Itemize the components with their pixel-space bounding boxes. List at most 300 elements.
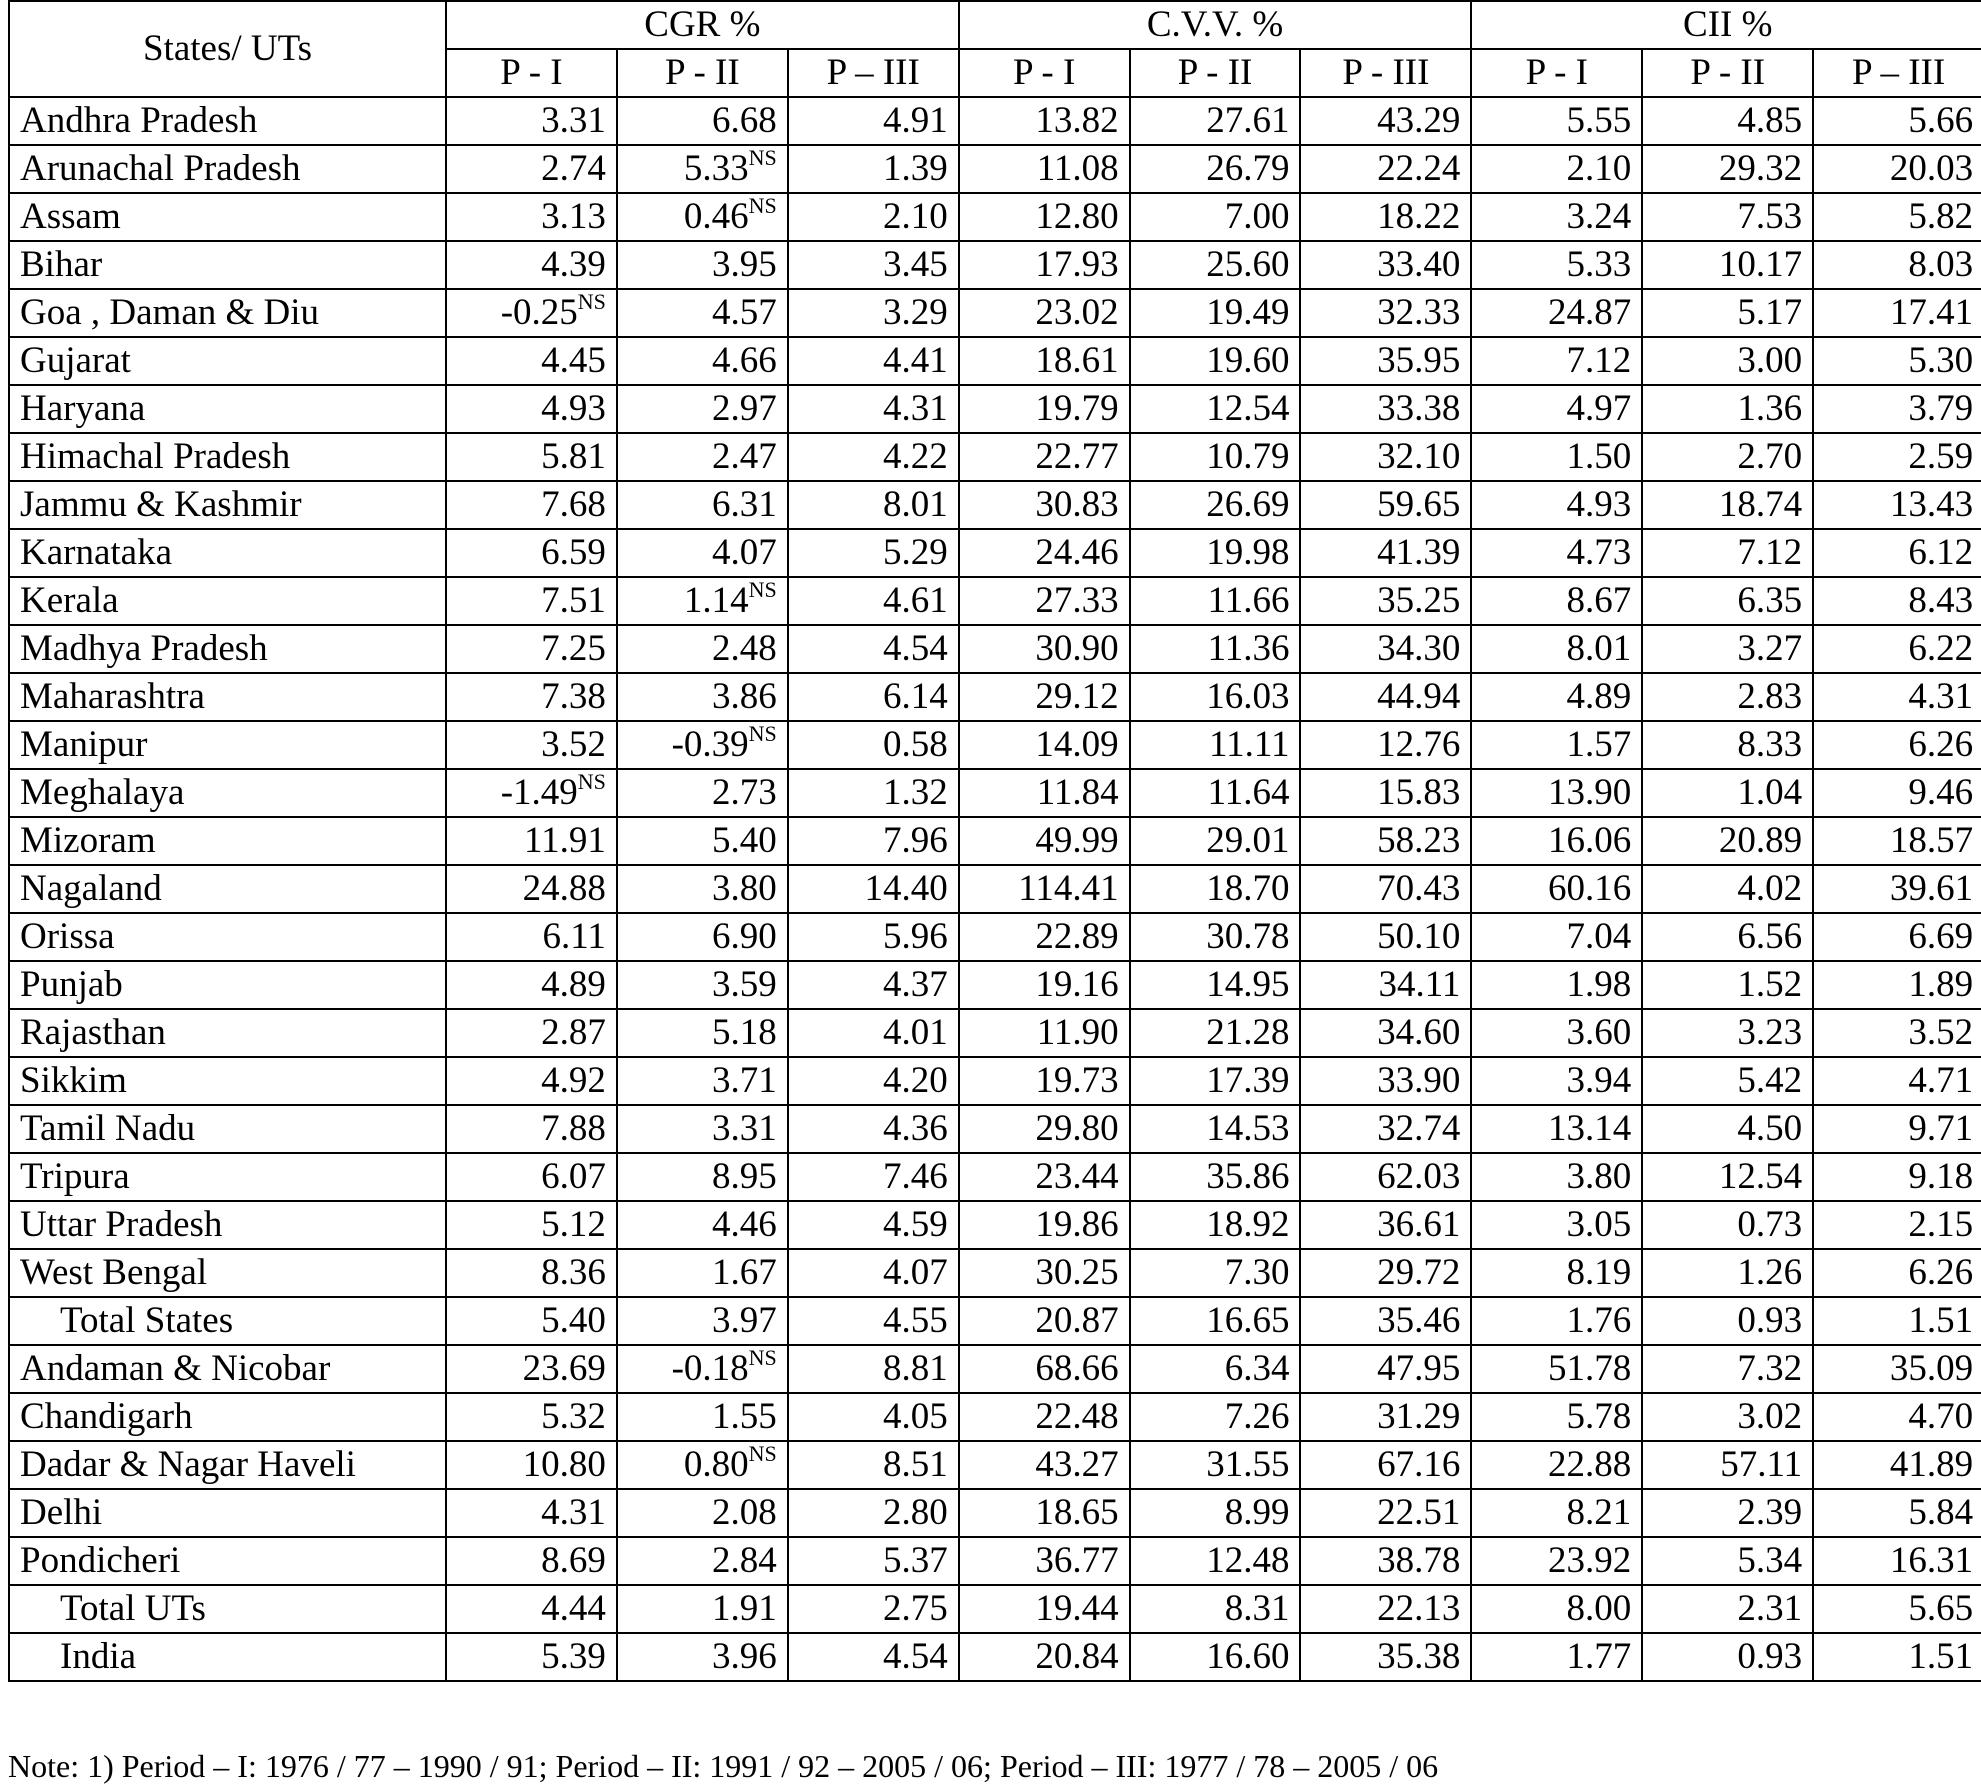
value-cell	[1471, 817, 1642, 865]
value-cell	[1130, 385, 1301, 433]
value-cell	[1642, 1393, 1813, 1441]
value-text: 5.12	[541, 1204, 606, 1245]
value-cell	[1813, 481, 1981, 529]
value-cell	[1471, 1249, 1642, 1297]
table-row	[9, 193, 1981, 241]
value-cell	[1642, 625, 1813, 673]
value-text: 24.87	[1548, 292, 1632, 333]
value-text: 3.80	[1566, 1156, 1632, 1197]
value-text: 3.23	[1737, 1012, 1803, 1053]
value-text: 4.55	[882, 1300, 948, 1341]
value-text: 33.38	[1377, 388, 1461, 429]
value-cell	[1642, 769, 1813, 817]
value-text: 4.01	[882, 1012, 948, 1053]
value-text: 1.50	[1566, 436, 1632, 477]
value-cell	[1642, 385, 1813, 433]
value-cell	[788, 625, 959, 673]
value-cell	[617, 1153, 788, 1201]
value-text: 19.86	[1035, 1204, 1119, 1245]
value-cell	[959, 913, 1130, 961]
value-text: 4.05	[882, 1396, 948, 1437]
value-text: 3.71	[712, 1060, 777, 1101]
value-text: 8.67	[1566, 580, 1632, 621]
value-text: 7.53	[1737, 196, 1803, 237]
value-text: 2.10	[882, 196, 948, 237]
value-cell	[1471, 1489, 1642, 1537]
value-text: 4.44	[541, 1588, 606, 1629]
value-text: 7.88	[541, 1108, 606, 1149]
value-text: 5.33	[1566, 244, 1632, 285]
value-cell	[1300, 817, 1471, 865]
value-cell	[617, 1057, 788, 1105]
value-text: 1.52	[1737, 964, 1803, 1005]
value-cell	[617, 721, 788, 769]
value-text: 3.02	[1737, 1396, 1803, 1437]
state-name-cell: Chandigarh	[9, 1393, 446, 1441]
value-text: 114.41	[1018, 868, 1119, 909]
value-cell	[1642, 1537, 1813, 1585]
value-cell	[446, 865, 617, 913]
value-text: 43.29	[1377, 100, 1461, 141]
value-text: 19.98	[1206, 532, 1290, 573]
value-text: 29.32	[1718, 148, 1803, 189]
value-cell	[1300, 1585, 1471, 1633]
value-text: 4.54	[882, 628, 948, 669]
value-cell	[1300, 1105, 1471, 1153]
value-text: 18.74	[1718, 484, 1803, 525]
value-cell	[1130, 193, 1301, 241]
value-text: 5.40	[541, 1300, 606, 1341]
value-text: 16.65	[1206, 1300, 1290, 1341]
value-text: 14.53	[1206, 1108, 1290, 1149]
value-cell	[1642, 1633, 1813, 1681]
value-cell	[1642, 1009, 1813, 1057]
table-row	[9, 385, 1981, 433]
value-text: 34.30	[1377, 628, 1461, 669]
value-cell	[1813, 865, 1981, 913]
table-row	[9, 1489, 1981, 1537]
value-text: 5.42	[1737, 1060, 1803, 1101]
value-cell	[446, 1297, 617, 1345]
value-text: 4.22	[882, 436, 948, 477]
state-name-cell: Karnataka	[9, 529, 446, 577]
value-text: 5.81	[541, 436, 606, 477]
value-text: 7.68	[541, 484, 606, 525]
value-cell	[617, 385, 788, 433]
value-text: 4.61	[882, 580, 948, 621]
value-cell	[1130, 769, 1301, 817]
state-name-cell: Assam	[9, 193, 446, 241]
value-cell	[1813, 529, 1981, 577]
value-text: 7.26	[1224, 1396, 1290, 1437]
value-text: 35.46	[1377, 1300, 1461, 1341]
value-cell	[617, 769, 788, 817]
value-cell	[1130, 145, 1301, 193]
value-cell	[959, 577, 1130, 625]
value-cell	[1642, 913, 1813, 961]
value-text: 24.46	[1035, 532, 1119, 573]
value-text: 8.21	[1566, 1492, 1632, 1533]
value-text: 1.67	[712, 1252, 777, 1293]
value-cell	[1300, 1441, 1471, 1489]
value-text: 2.73	[712, 772, 777, 813]
value-text: 3.94	[1566, 1060, 1632, 1101]
value-cell	[1471, 913, 1642, 961]
value-text: 23.69	[522, 1348, 606, 1389]
value-cell	[959, 673, 1130, 721]
value-text: 8.01	[1566, 628, 1632, 669]
value-cell	[788, 865, 959, 913]
value-text: 13.14	[1548, 1108, 1632, 1149]
state-name-cell: Tamil Nadu	[9, 1105, 446, 1153]
value-text: 33.40	[1377, 244, 1461, 285]
value-cell	[1813, 1345, 1981, 1393]
value-text: 35.25	[1377, 580, 1461, 621]
value-text: 12.54	[1718, 1156, 1803, 1197]
state-name-cell: Sikkim	[9, 1057, 446, 1105]
value-cell	[959, 1105, 1130, 1153]
non-significant-marker: NS	[577, 289, 606, 314]
value-cell	[959, 289, 1130, 337]
value-text: 32.74	[1377, 1108, 1461, 1149]
value-cell	[617, 529, 788, 577]
state-name-cell: Rajasthan	[9, 1009, 446, 1057]
table-row	[9, 1201, 1981, 1249]
value-text: 22.89	[1035, 916, 1119, 957]
value-cell	[1300, 865, 1471, 913]
value-cell	[788, 193, 959, 241]
value-cell	[1130, 1393, 1301, 1441]
value-text: 70.43	[1377, 868, 1461, 909]
value-text: 6.56	[1737, 916, 1803, 957]
state-name-cell: Punjab	[9, 961, 446, 1009]
value-cell	[1813, 337, 1981, 385]
table-row	[9, 481, 1981, 529]
period-subheader: P - I	[1471, 49, 1642, 97]
period-subheader: P - I	[959, 49, 1130, 97]
value-cell	[1813, 1105, 1981, 1153]
value-text: 8.19	[1566, 1252, 1632, 1293]
value-cell	[959, 145, 1130, 193]
value-text: 20.03	[1889, 148, 1974, 189]
value-cell	[959, 1153, 1130, 1201]
value-text: 21.28	[1206, 1012, 1290, 1053]
value-text: 2.70	[1737, 436, 1803, 477]
value-text: 32.33	[1377, 292, 1461, 333]
value-text: 8.03	[1908, 244, 1974, 285]
value-cell	[1300, 1489, 1471, 1537]
value-text: 1.14	[683, 580, 749, 621]
value-text: 2.75	[882, 1588, 948, 1629]
value-text: 30.25	[1035, 1252, 1119, 1293]
value-cell	[1471, 385, 1642, 433]
table-row	[9, 241, 1981, 289]
table-row	[9, 529, 1981, 577]
value-text: 3.96	[712, 1636, 777, 1677]
value-cell	[1813, 1201, 1981, 1249]
value-cell	[1471, 1585, 1642, 1633]
state-name-cell: Goa , Daman & Diu	[9, 289, 446, 337]
value-text: 11.08	[1036, 148, 1119, 189]
value-text: 68.66	[1035, 1348, 1119, 1389]
value-cell	[446, 241, 617, 289]
value-cell	[1471, 961, 1642, 1009]
table-row	[9, 145, 1981, 193]
value-cell	[1300, 721, 1471, 769]
value-text: 6.68	[712, 100, 777, 141]
table-row	[9, 289, 1981, 337]
value-cell	[1642, 817, 1813, 865]
state-name-cell: Gujarat	[9, 337, 446, 385]
value-text: 4.46	[712, 1204, 777, 1245]
table-row	[9, 625, 1981, 673]
value-cell	[1300, 625, 1471, 673]
value-cell	[1130, 1153, 1301, 1201]
value-text: 3.31	[712, 1108, 777, 1149]
value-text: 4.66	[712, 340, 777, 381]
value-cell	[1130, 817, 1301, 865]
value-text: 7.00	[1224, 196, 1290, 237]
table-row	[9, 1393, 1981, 1441]
value-text: 5.40	[712, 820, 777, 861]
state-name-cell: Maharashtra	[9, 673, 446, 721]
value-text: 9.18	[1908, 1156, 1974, 1197]
value-text: 6.35	[1737, 580, 1803, 621]
value-text: 5.39	[541, 1636, 606, 1677]
value-cell	[617, 1345, 788, 1393]
value-cell	[1642, 97, 1813, 145]
value-text: 12.48	[1206, 1540, 1290, 1581]
value-cell	[788, 1009, 959, 1057]
value-text: 16.03	[1206, 676, 1290, 717]
value-cell	[1471, 577, 1642, 625]
value-cell	[1130, 1249, 1301, 1297]
value-text: 1.32	[882, 772, 948, 813]
value-text: 20.89	[1718, 820, 1803, 861]
value-text: 1.91	[712, 1588, 777, 1629]
value-text: 18.57	[1889, 820, 1974, 861]
value-cell	[1642, 1297, 1813, 1345]
value-cell	[788, 1057, 959, 1105]
value-cell	[1130, 913, 1301, 961]
value-cell	[1813, 1057, 1981, 1105]
value-text: -0.39	[671, 724, 749, 765]
value-cell	[1471, 97, 1642, 145]
value-text: 13.43	[1889, 484, 1974, 525]
value-text: 34.11	[1378, 964, 1461, 1005]
value-text: 4.97	[1566, 388, 1632, 429]
value-cell	[446, 1585, 617, 1633]
value-text: 67.16	[1377, 1444, 1461, 1485]
value-cell	[1642, 145, 1813, 193]
value-cell	[446, 97, 617, 145]
value-cell	[1471, 1105, 1642, 1153]
value-text: 17.39	[1206, 1060, 1290, 1101]
value-text: 26.79	[1206, 148, 1290, 189]
value-cell	[788, 817, 959, 865]
value-cell	[446, 913, 617, 961]
value-text: 5.17	[1737, 292, 1803, 333]
value-text: 18.22	[1377, 196, 1461, 237]
value-cell	[1300, 97, 1471, 145]
value-text: 5.30	[1908, 340, 1974, 381]
value-text: 9.71	[1908, 1108, 1974, 1149]
value-cell	[1300, 769, 1471, 817]
value-text: 3.60	[1566, 1012, 1632, 1053]
value-text: 7.46	[882, 1156, 948, 1197]
table-row	[9, 1057, 1981, 1105]
value-cell	[1130, 1633, 1301, 1681]
value-text: 43.27	[1035, 1444, 1119, 1485]
value-cell	[446, 721, 617, 769]
value-text: 18.65	[1035, 1492, 1119, 1533]
value-cell	[1813, 577, 1981, 625]
value-text: 4.50	[1737, 1108, 1803, 1149]
value-cell	[1642, 1441, 1813, 1489]
value-cell	[788, 529, 959, 577]
value-text: 4.07	[882, 1252, 948, 1293]
table-row	[9, 961, 1981, 1009]
value-text: 25.60	[1206, 244, 1290, 285]
total-row	[9, 1585, 1981, 1633]
value-text: 17.41	[1889, 292, 1974, 333]
value-cell	[1642, 865, 1813, 913]
value-cell	[788, 577, 959, 625]
value-text: 23.44	[1035, 1156, 1119, 1197]
period-subheader: P - III	[1300, 49, 1471, 97]
value-cell	[1813, 961, 1981, 1009]
value-cell	[1300, 481, 1471, 529]
value-cell	[1642, 673, 1813, 721]
value-cell	[617, 1393, 788, 1441]
value-text: 35.09	[1889, 1348, 1974, 1389]
value-cell	[1642, 481, 1813, 529]
value-cell	[1300, 433, 1471, 481]
value-cell	[1642, 1105, 1813, 1153]
value-cell	[788, 145, 959, 193]
value-text: 0.93	[1737, 1300, 1803, 1341]
value-text: 11.66	[1207, 580, 1290, 621]
value-text: 3.05	[1566, 1204, 1632, 1245]
value-text: 30.83	[1035, 484, 1119, 525]
value-text: 5.96	[882, 916, 948, 957]
states-column-header: States/ UTs	[9, 1, 446, 97]
value-cell	[1130, 673, 1301, 721]
value-text: 8.99	[1224, 1492, 1290, 1533]
value-cell	[446, 817, 617, 865]
value-text: 3.95	[712, 244, 777, 285]
state-name-cell: Dadar & Nagar Haveli	[9, 1441, 446, 1489]
value-text: 22.51	[1377, 1492, 1461, 1533]
value-text: 39.61	[1889, 868, 1974, 909]
state-name-cell: Total States	[9, 1297, 446, 1345]
non-significant-marker: NS	[748, 1345, 777, 1370]
state-name-cell: India	[9, 1633, 446, 1681]
value-text: 33.90	[1377, 1060, 1461, 1101]
value-text: -1.49	[500, 772, 578, 813]
table-row	[9, 913, 1981, 961]
state-name-cell: Madhya Pradesh	[9, 625, 446, 673]
value-text: 5.18	[712, 1012, 777, 1053]
value-cell	[446, 433, 617, 481]
value-cell	[1130, 241, 1301, 289]
value-cell	[1642, 337, 1813, 385]
state-name-cell: Bihar	[9, 241, 446, 289]
value-text: 51.78	[1548, 1348, 1632, 1389]
value-cell	[788, 1633, 959, 1681]
value-cell	[446, 1249, 617, 1297]
value-cell	[617, 241, 788, 289]
value-text: 2.47	[712, 436, 777, 477]
value-cell	[1642, 577, 1813, 625]
value-text: 3.86	[712, 676, 777, 717]
value-text: 4.02	[1737, 868, 1803, 909]
value-text: 59.65	[1377, 484, 1461, 525]
value-text: 4.39	[541, 244, 606, 285]
value-text: 8.81	[882, 1348, 948, 1389]
table-note: Note: 1) Period – I: 1976 / 77 – 1990 / 91; Period – II: 1991 / 92 – 2005 / 06; Period – III: 1977 / 78 – 2005 / 06	[8, 1748, 1439, 1784]
value-cell	[1130, 481, 1301, 529]
state-name-cell: Delhi	[9, 1489, 446, 1537]
value-text: 3.29	[882, 292, 948, 333]
value-text: 6.31	[712, 484, 777, 525]
value-text: 19.79	[1035, 388, 1119, 429]
table-row	[9, 1441, 1981, 1489]
value-text: 41.39	[1377, 532, 1461, 573]
value-text: 3.00	[1737, 340, 1803, 381]
value-cell	[1813, 1297, 1981, 1345]
value-cell	[446, 961, 617, 1009]
value-cell	[617, 865, 788, 913]
value-cell	[1813, 913, 1981, 961]
value-cell	[788, 673, 959, 721]
value-cell	[1300, 529, 1471, 577]
value-text: 4.54	[882, 1636, 948, 1677]
value-cell	[1300, 1633, 1471, 1681]
value-text: 3.31	[541, 100, 606, 141]
value-cell	[1300, 385, 1471, 433]
state-name-cell: Tripura	[9, 1153, 446, 1201]
value-cell	[446, 145, 617, 193]
value-cell	[1813, 385, 1981, 433]
value-cell	[1471, 481, 1642, 529]
state-name-cell: Kerala	[9, 577, 446, 625]
value-text: 7.04	[1566, 916, 1632, 957]
value-text: 0.46	[683, 196, 749, 237]
value-text: 29.72	[1377, 1252, 1461, 1293]
value-cell	[1130, 1057, 1301, 1105]
value-cell	[1471, 1345, 1642, 1393]
value-cell	[617, 961, 788, 1009]
value-cell	[788, 385, 959, 433]
value-cell	[788, 1393, 959, 1441]
value-cell	[446, 193, 617, 241]
value-text: 10.17	[1718, 244, 1803, 285]
non-significant-marker: NS	[748, 193, 777, 218]
value-text: 22.48	[1035, 1396, 1119, 1437]
value-cell	[446, 1633, 617, 1681]
period-subheader: P - I	[446, 49, 617, 97]
period-subheader: P – III	[1813, 49, 1981, 97]
value-text: 58.23	[1377, 820, 1461, 861]
value-text: 30.90	[1035, 628, 1119, 669]
value-cell	[1471, 241, 1642, 289]
value-cell	[1642, 1201, 1813, 1249]
value-text: 17.93	[1035, 244, 1119, 285]
value-text: 11.36	[1207, 628, 1290, 669]
value-cell	[1471, 1393, 1642, 1441]
state-name-cell: West Bengal	[9, 1249, 446, 1297]
